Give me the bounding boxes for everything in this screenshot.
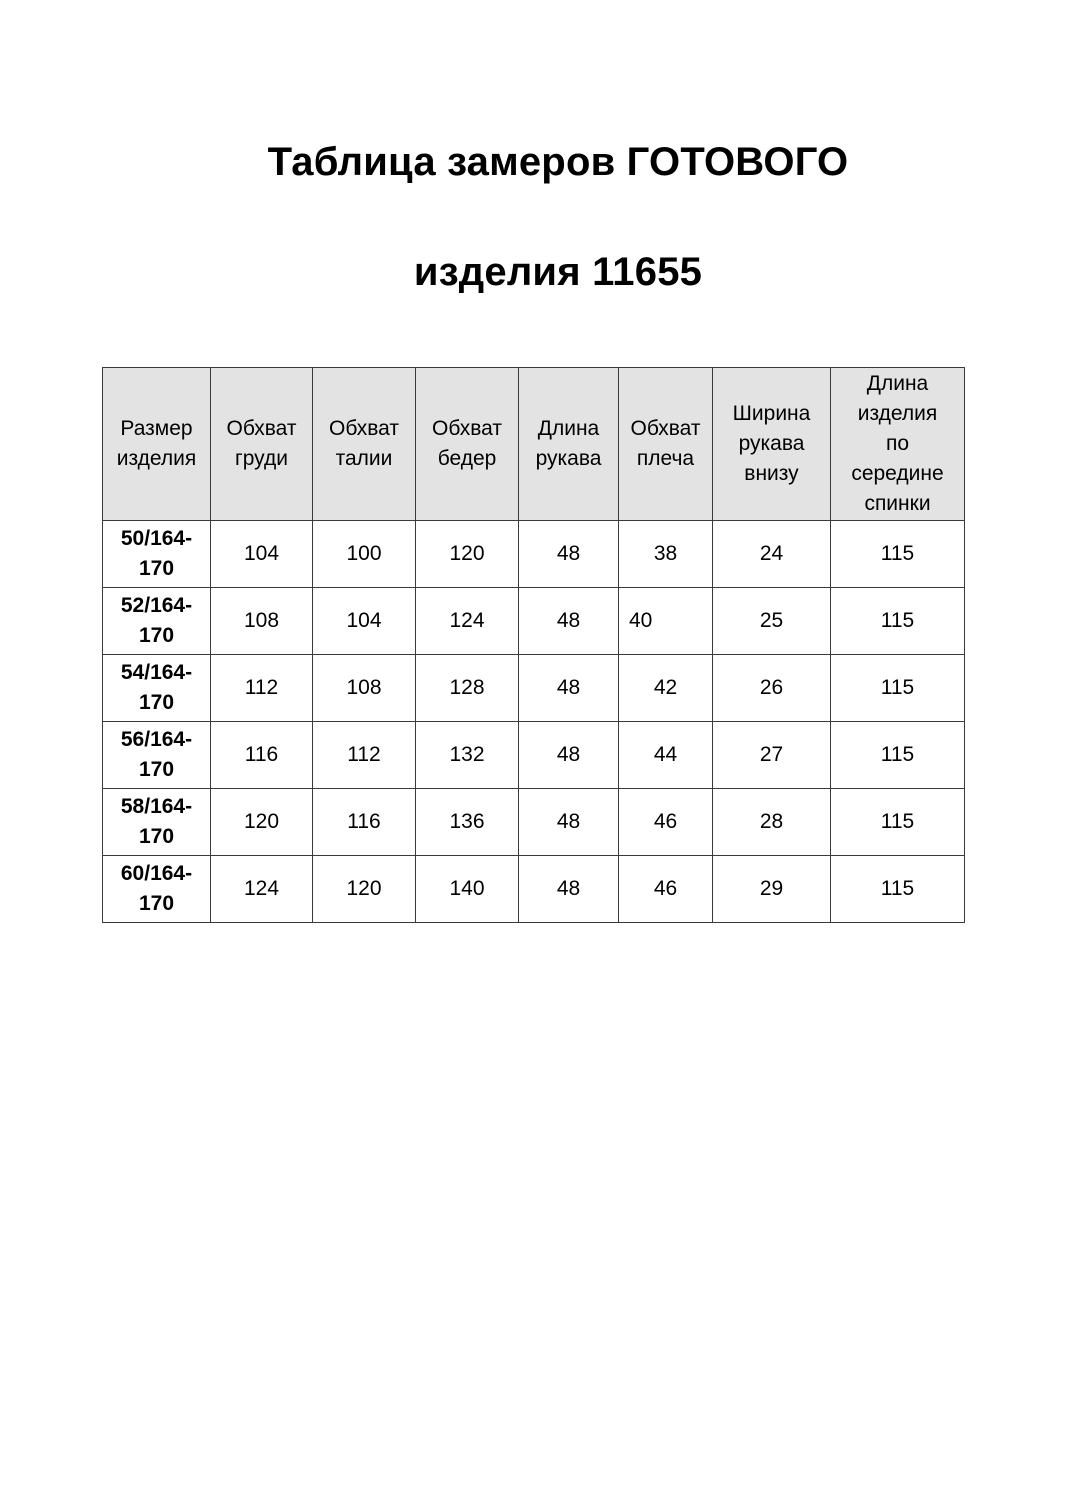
size-value: 58/164- 170 — [120, 795, 193, 848]
waist-cell: 120 — [313, 856, 416, 923]
table-row — [103, 655, 965, 722]
shoulder-cell: 44 — [619, 722, 713, 789]
waist-cell: 108 — [313, 655, 416, 722]
chest-cell: 108 — [211, 588, 313, 655]
sleeve-length-cell: 48 — [519, 655, 619, 722]
header-sleeve-length-label: Длина рукава — [535, 417, 602, 470]
chest-cell: 104 — [211, 521, 313, 588]
size-cell — [103, 521, 211, 588]
header-chest-label: Обхват груди — [226, 417, 297, 470]
sleeve-length-cell: 48 — [519, 856, 619, 923]
header-shoulder — [619, 368, 713, 521]
waist-cell: 116 — [313, 789, 416, 856]
size-value: 60/164- 170 — [120, 862, 193, 915]
size-value: 54/164- 170 — [120, 661, 193, 714]
sleeve-width-cell: 24 — [713, 521, 831, 588]
sleeve-width-cell: 27 — [713, 722, 831, 789]
chest-cell: 116 — [211, 722, 313, 789]
header-shoulder-label: Обхват плеча — [630, 417, 701, 470]
shoulder-cell: 40 — [619, 588, 713, 655]
hips-cell: 140 — [416, 856, 519, 923]
back-length-cell: 115 — [831, 722, 965, 789]
shoulder-cell: 38 — [619, 521, 713, 588]
waist-cell: 104 — [313, 588, 416, 655]
header-chest — [211, 368, 313, 521]
header-size — [103, 368, 211, 521]
back-length-cell: 115 — [831, 521, 965, 588]
table-row — [103, 856, 965, 923]
sleeve-length-cell: 48 — [519, 789, 619, 856]
table-row — [103, 722, 965, 789]
back-length-cell: 115 — [831, 655, 965, 722]
size-value: 52/164- 170 — [120, 594, 193, 647]
sleeve-length-cell: 48 — [519, 588, 619, 655]
hips-cell: 132 — [416, 722, 519, 789]
header-back-length — [831, 368, 965, 521]
chest-cell: 112 — [211, 655, 313, 722]
size-value: 50/164- 170 — [120, 527, 193, 580]
size-cell — [103, 856, 211, 923]
chest-cell: 120 — [211, 789, 313, 856]
waist-cell: 100 — [313, 521, 416, 588]
shoulder-cell: 46 — [619, 789, 713, 856]
size-cell — [103, 789, 211, 856]
shoulder-cell: 42 — [619, 655, 713, 722]
table-row — [103, 789, 965, 856]
header-sleeve-width — [713, 368, 831, 521]
size-measurements-table — [102, 367, 965, 923]
page-title-line-1: Таблица замеров ГОТОВОГО — [267, 140, 849, 184]
sleeve-width-cell: 26 — [713, 655, 831, 722]
hips-cell: 136 — [416, 789, 519, 856]
back-length-cell: 115 — [831, 856, 965, 923]
sleeve-width-cell: 25 — [713, 588, 831, 655]
size-cell — [103, 655, 211, 722]
size-cell — [103, 722, 211, 789]
header-hips-label: Обхват бедер — [432, 417, 502, 470]
header-waist-label: Обхват талии — [329, 417, 399, 470]
table-header-row — [103, 368, 965, 521]
header-hips — [416, 368, 519, 521]
chest-cell: 124 — [211, 856, 313, 923]
table-row — [103, 521, 965, 588]
sleeve-width-cell: 29 — [713, 856, 831, 923]
sleeve-length-cell: 48 — [519, 722, 619, 789]
hips-cell: 128 — [416, 655, 519, 722]
header-sleeve-length — [519, 368, 619, 521]
size-value: 56/164- 170 — [120, 728, 193, 781]
page-title-line-2: изделия 11655 — [413, 250, 703, 294]
sleeve-width-cell: 28 — [713, 789, 831, 856]
waist-cell: 112 — [313, 722, 416, 789]
shoulder-cell: 46 — [619, 856, 713, 923]
back-length-cell: 115 — [831, 588, 965, 655]
table-row — [103, 588, 965, 655]
header-back-length-label: Длина изделия по середине спинки — [851, 372, 944, 515]
size-cell — [103, 588, 211, 655]
back-length-cell: 115 — [831, 789, 965, 856]
header-sleeve-width-label: Ширина рукава внизу — [732, 402, 811, 485]
hips-cell: 124 — [416, 588, 519, 655]
header-waist — [313, 368, 416, 521]
hips-cell: 120 — [416, 521, 519, 588]
header-size-label: Размер изделия — [116, 417, 197, 470]
sleeve-length-cell: 48 — [519, 521, 619, 588]
